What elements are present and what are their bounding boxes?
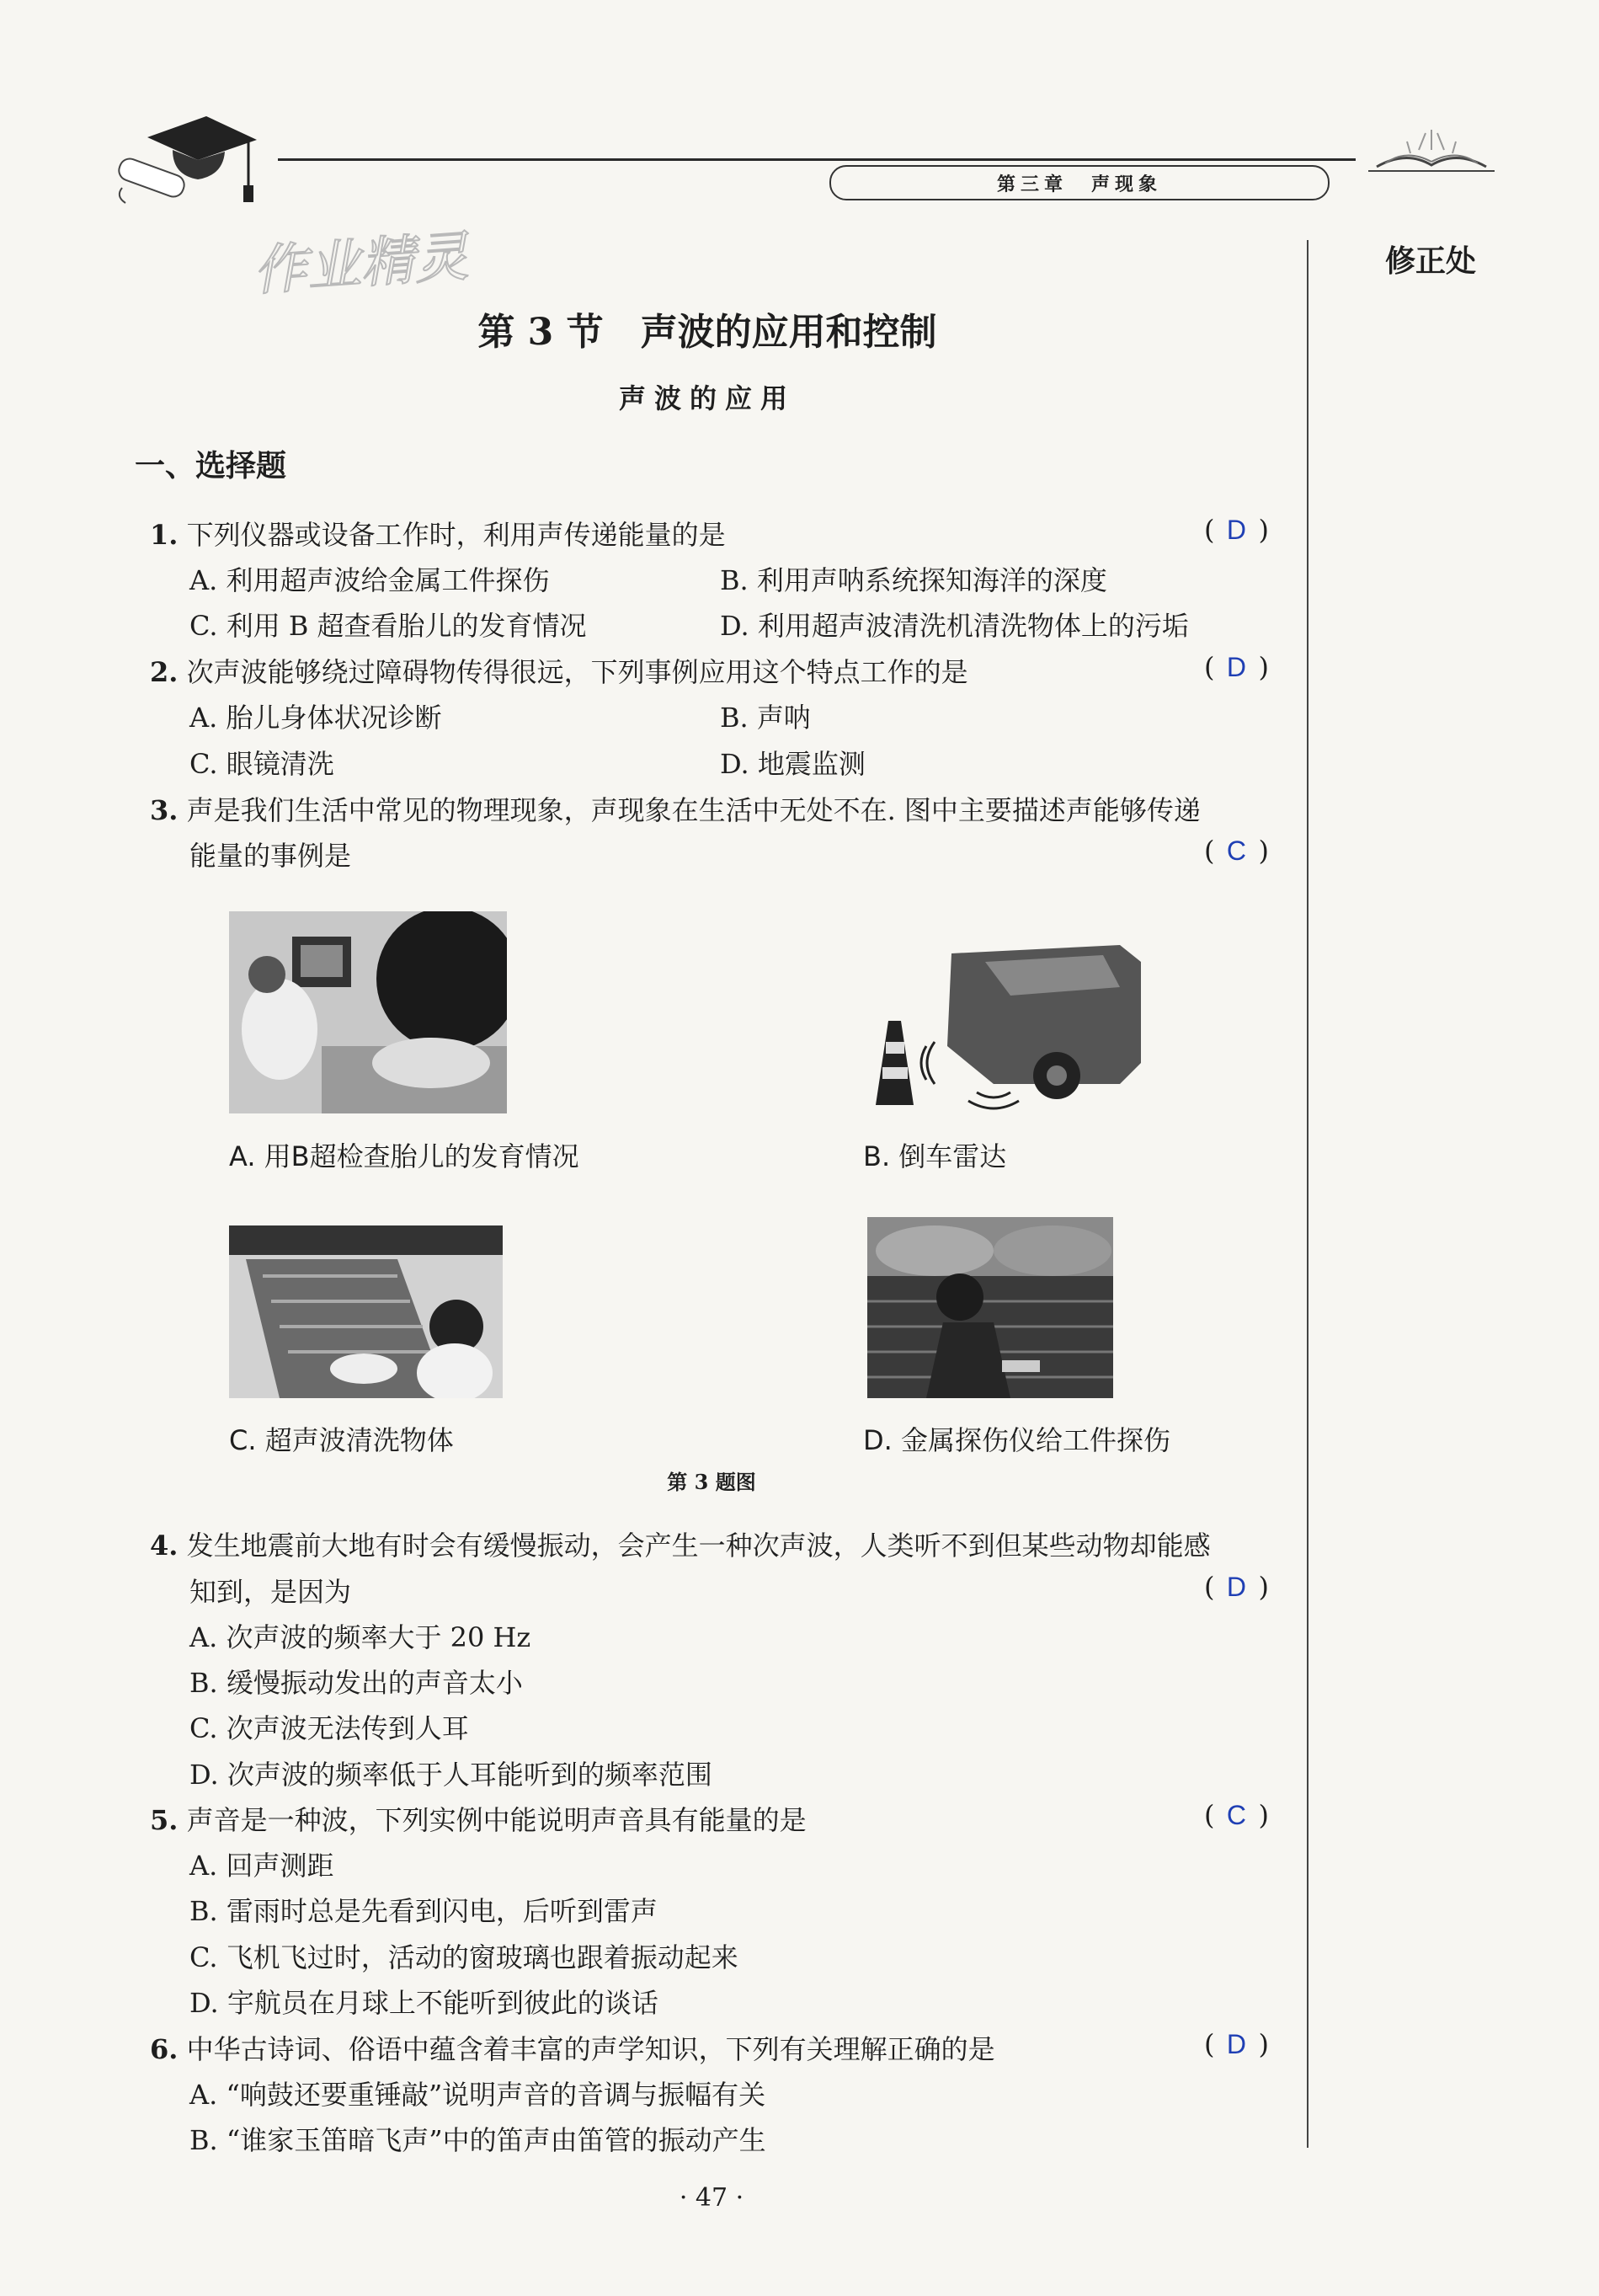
answer-letter: D (1226, 515, 1247, 545)
image-caption-d: D. 金属探伤仪给工件探伤 (863, 1424, 1170, 1456)
image-b-ultrasound (229, 911, 507, 1113)
option-b: B. 雷雨时总是先看到闪电，后听到雷声 (189, 1895, 658, 1927)
question-2 (150, 651, 968, 690)
option-a: A. 利用超声波给金属工件探伤 (189, 564, 550, 596)
question-number: 1. (150, 519, 179, 551)
answer-letter: D (1226, 1572, 1247, 1602)
question-number: 3. (150, 794, 179, 826)
option-b: B. “谁家玉笛暗飞声”中的笛声由笛管的振动产生 (189, 2124, 766, 2156)
graduation-cap-icon (114, 108, 261, 209)
answer-bracket: ( D ) (1204, 651, 1269, 683)
image-reversing-radar (867, 937, 1141, 1113)
image-caption-a: A. 用B超检查胎儿的发育情况 (229, 1140, 579, 1172)
option-d: D. 地震监测 (720, 748, 866, 780)
chapter-label: 第三章 声现象 (829, 165, 1330, 200)
image-caption-c: C. 超声波清洗物体 (229, 1424, 454, 1456)
page-title: 第 3 节 声波的应用和控制 (477, 311, 937, 354)
question-text: 声音是一种波，下列实例中能说明声音具有能量的是 (186, 1804, 807, 1836)
answer-letter: D (1226, 2029, 1247, 2059)
answer-bracket: ( D ) (1204, 2028, 1269, 2060)
question-text: 下列仪器或设备工作时，利用声传递能量的是 (186, 519, 726, 551)
header-rule (278, 158, 1356, 161)
watermark: 作业精灵 (251, 226, 471, 303)
question-5 (150, 1799, 807, 1838)
question-text: 发生地震前大地有时会有缓慢振动，会产生一种次声波，人类听不到但某些动物却能感 (186, 1530, 1211, 1562)
question-6 (150, 2028, 995, 2067)
option-b: B. 声呐 (720, 702, 811, 734)
answer-bracket: ( C ) (1204, 1799, 1269, 1831)
question-text: 声是我们生活中常见的物理现象，声现象在生活中无处不在. 图中主要描述声能够传递 (186, 794, 1201, 826)
answer-bracket: ( D ) (1204, 514, 1269, 546)
option-d: D. 利用超声波清洗机清洗物体上的污垢 (720, 610, 1189, 642)
section-heading: 一、选择题 (135, 449, 287, 483)
question-text: 中华古诗词、俗语中蕴含着丰富的声学知识，下列有关理解正确的是 (186, 2033, 995, 2065)
option-b: B. 利用声呐系统探知海洋的深度 (720, 564, 1107, 596)
page-number: · 47 · (679, 2183, 744, 2213)
question-number: 5. (150, 1804, 179, 1836)
open-book-icon (1368, 125, 1495, 175)
margin-divider (1307, 240, 1309, 2148)
option-c: C. 眼镜清洗 (189, 748, 334, 780)
option-a: A. 胎儿身体状况诊断 (189, 702, 442, 734)
image-metal-flaw-detection (867, 1217, 1113, 1398)
answer-bracket: ( C ) (1204, 835, 1269, 867)
question-3 (150, 789, 1201, 828)
question-1 (150, 514, 726, 553)
answer-letter: C (1226, 836, 1247, 866)
answer-letter: D (1226, 652, 1247, 682)
option-a: A. 次声波的频率大于 20 Hz (189, 1621, 531, 1653)
correction-label: 修正处 (1385, 244, 1477, 279)
option-c: C. 利用 B 超查看胎儿的发育情况 (189, 610, 587, 642)
question-4 (150, 1524, 1211, 1563)
option-b: B. 缓慢振动发出的声音太小 (189, 1667, 523, 1699)
question-number: 6. (150, 2033, 179, 2065)
option-a: A. “响鼓还要重锤敲”说明声音的音调与振幅有关 (189, 2079, 766, 2111)
option-c: C. 飞机飞过时，活动的窗玻璃也跟着振动起来 (189, 1941, 738, 1973)
image-caption-b: B. 倒车雷达 (863, 1140, 1007, 1172)
option-d: D. 次声波的频率低于人耳能听到的频率范围 (189, 1759, 712, 1791)
option-d: D. 宇航员在月球上不能听到彼此的谈话 (189, 1987, 658, 2019)
page-subtitle: 声波的应用 (618, 382, 796, 414)
answer-bracket: ( D ) (1204, 1571, 1269, 1603)
question-text-line2: 知到，是因为 (189, 1576, 352, 1608)
question-number: 4. (150, 1530, 179, 1562)
image-ultrasonic-cleaning (229, 1225, 503, 1398)
question-text: 次声波能够绕过障碍物传得很远，下列事例应用这个特点工作的是 (186, 656, 968, 688)
figure-caption: 第 3 题图 (667, 1470, 756, 1494)
option-c: C. 次声波无法传到人耳 (189, 1712, 469, 1744)
question-number: 2. (150, 656, 179, 688)
question-text-line2: 能量的事例是 (189, 840, 352, 872)
answer-letter: C (1226, 1800, 1247, 1830)
option-a: A. 回声测距 (189, 1850, 334, 1882)
